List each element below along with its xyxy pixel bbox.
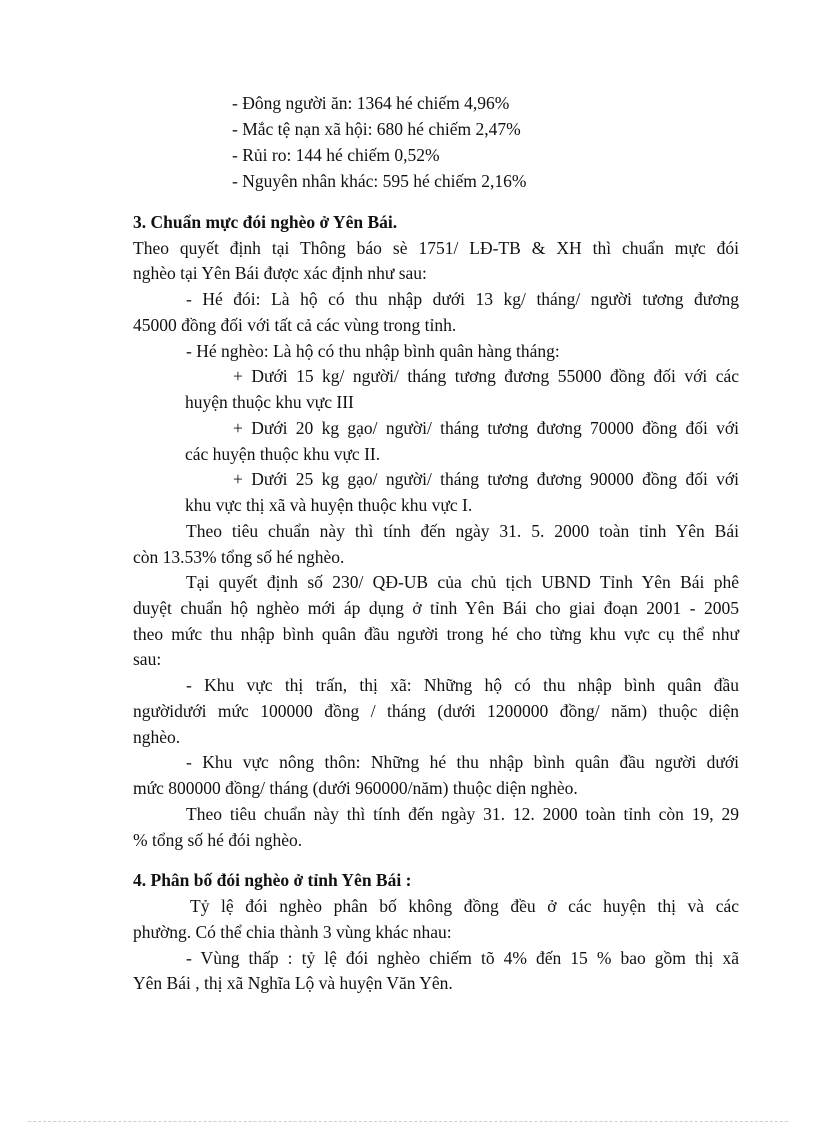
paragraph-line: sau: [133,649,162,669]
paragraph-line: - Vùng thấp : tỷ lệ đói nghèo chiếm tõ 4% đến 15 % bao gồm thị xã [186,948,739,968]
list-item: - Mắc tệ nạn xã hội: 680 hé chiếm 2,47% [232,119,521,139]
paragraph-line: + Dưới 20 kg gạo/ người/ tháng tương đương 70000 đồng đối với [233,418,739,438]
paragraph-line: còn 13.53% tổng số hé nghèo. [133,547,345,567]
paragraph-line: Tỷ lệ đói nghèo phân bố không đồng đều ở các huyện thị và các [190,896,739,916]
list-item: - Nguyên nhân khác: 595 hé chiếm 2,16% [232,171,527,191]
paragraph-line: duyệt chuẩn hộ nghèo mới áp dụng ở tỉnh Yên Bái cho giai đoạn 2001 - 2005 [133,598,739,618]
section-heading: 4. Phân bố đói nghèo ở tỉnh Yên Bái : [133,870,412,890]
paragraph-line: - Khu vực thị trấn, thị xã: Những hộ có thu nhập bình quân đầu [186,675,739,695]
paragraph-line: Theo tiêu chuẩn này thì tính đến ngày 31. 12. 2000 toàn tỉnh còn 19, 29 [186,804,739,824]
page-bottom-divider [28,1121,788,1122]
paragraph-line: nghèo. [133,727,181,747]
paragraph-line: - Khu vực nông thôn: Những hé thu nhập bình quân đầu người dưới [186,752,739,772]
paragraph-line: - Hé đói: Là hộ có thu nhập dưới 13 kg/ tháng/ người tương đương [186,289,739,309]
paragraph-line: nghèo tại Yên Bái được xác định như sau: [133,263,427,283]
paragraph-line: 45000 đồng đối với tất cả các vùng trong tỉnh. [133,315,457,335]
paragraph-line: + Dưới 15 kg/ người/ tháng tương đương 55000 đồng đối với các [233,366,739,386]
paragraph-line: Tại quyết định số 230/ QĐ-UB của chủ tịch UBND Tỉnh Yên Bái phê [186,572,739,592]
paragraph-line: huyện thuộc khu vực III [185,392,354,412]
paragraph-line: Yên Bái , thị xã Nghĩa Lộ và huyện Văn Yên. [133,973,453,993]
paragraph-line: % tổng số hé đói nghèo. [133,830,303,850]
paragraph-line: theo mức thu nhập bình quân đầu người trong hé cho từng khu vực cụ thể như [133,624,739,644]
list-item: - Đông người ăn: 1364 hé chiếm 4,96% [232,93,510,113]
paragraph-line: Theo tiêu chuẩn này thì tính đến ngày 31. 5. 2000 toàn tỉnh Yên Bái [186,521,739,541]
paragraph-line: các huyện thuộc khu vực II. [185,444,381,464]
paragraph-line: Theo quyết định tại Thông báo sè 1751/ LĐ-TB & XH thì chuẩn mực đói [133,238,739,258]
section-heading: 3. Chuẩn mực đói nghèo ở Yên Bái. [133,212,398,232]
paragraph-line: - Hé nghèo: Là hộ có thu nhập bình quân hàng tháng: [186,341,560,361]
list-item: - Rủi ro: 144 hé chiếm 0,52% [232,145,440,165]
paragraph-line: ngườidưới mức 100000 đồng / tháng (dưới 1200000 đồng/ năm) thuộc diện [133,701,739,721]
paragraph-line: phường. Có thể chia thành 3 vùng khác nhau: [133,922,452,942]
paragraph-line: + Dưới 25 kg gạo/ người/ tháng tương đương 90000 đồng đối với [233,469,739,489]
paragraph-line: khu vực thị xã và huyện thuộc khu vực I. [185,495,473,515]
paragraph-line: mức 800000 đồng/ tháng (dưới 960000/năm) thuộc diện nghèo. [133,778,578,798]
